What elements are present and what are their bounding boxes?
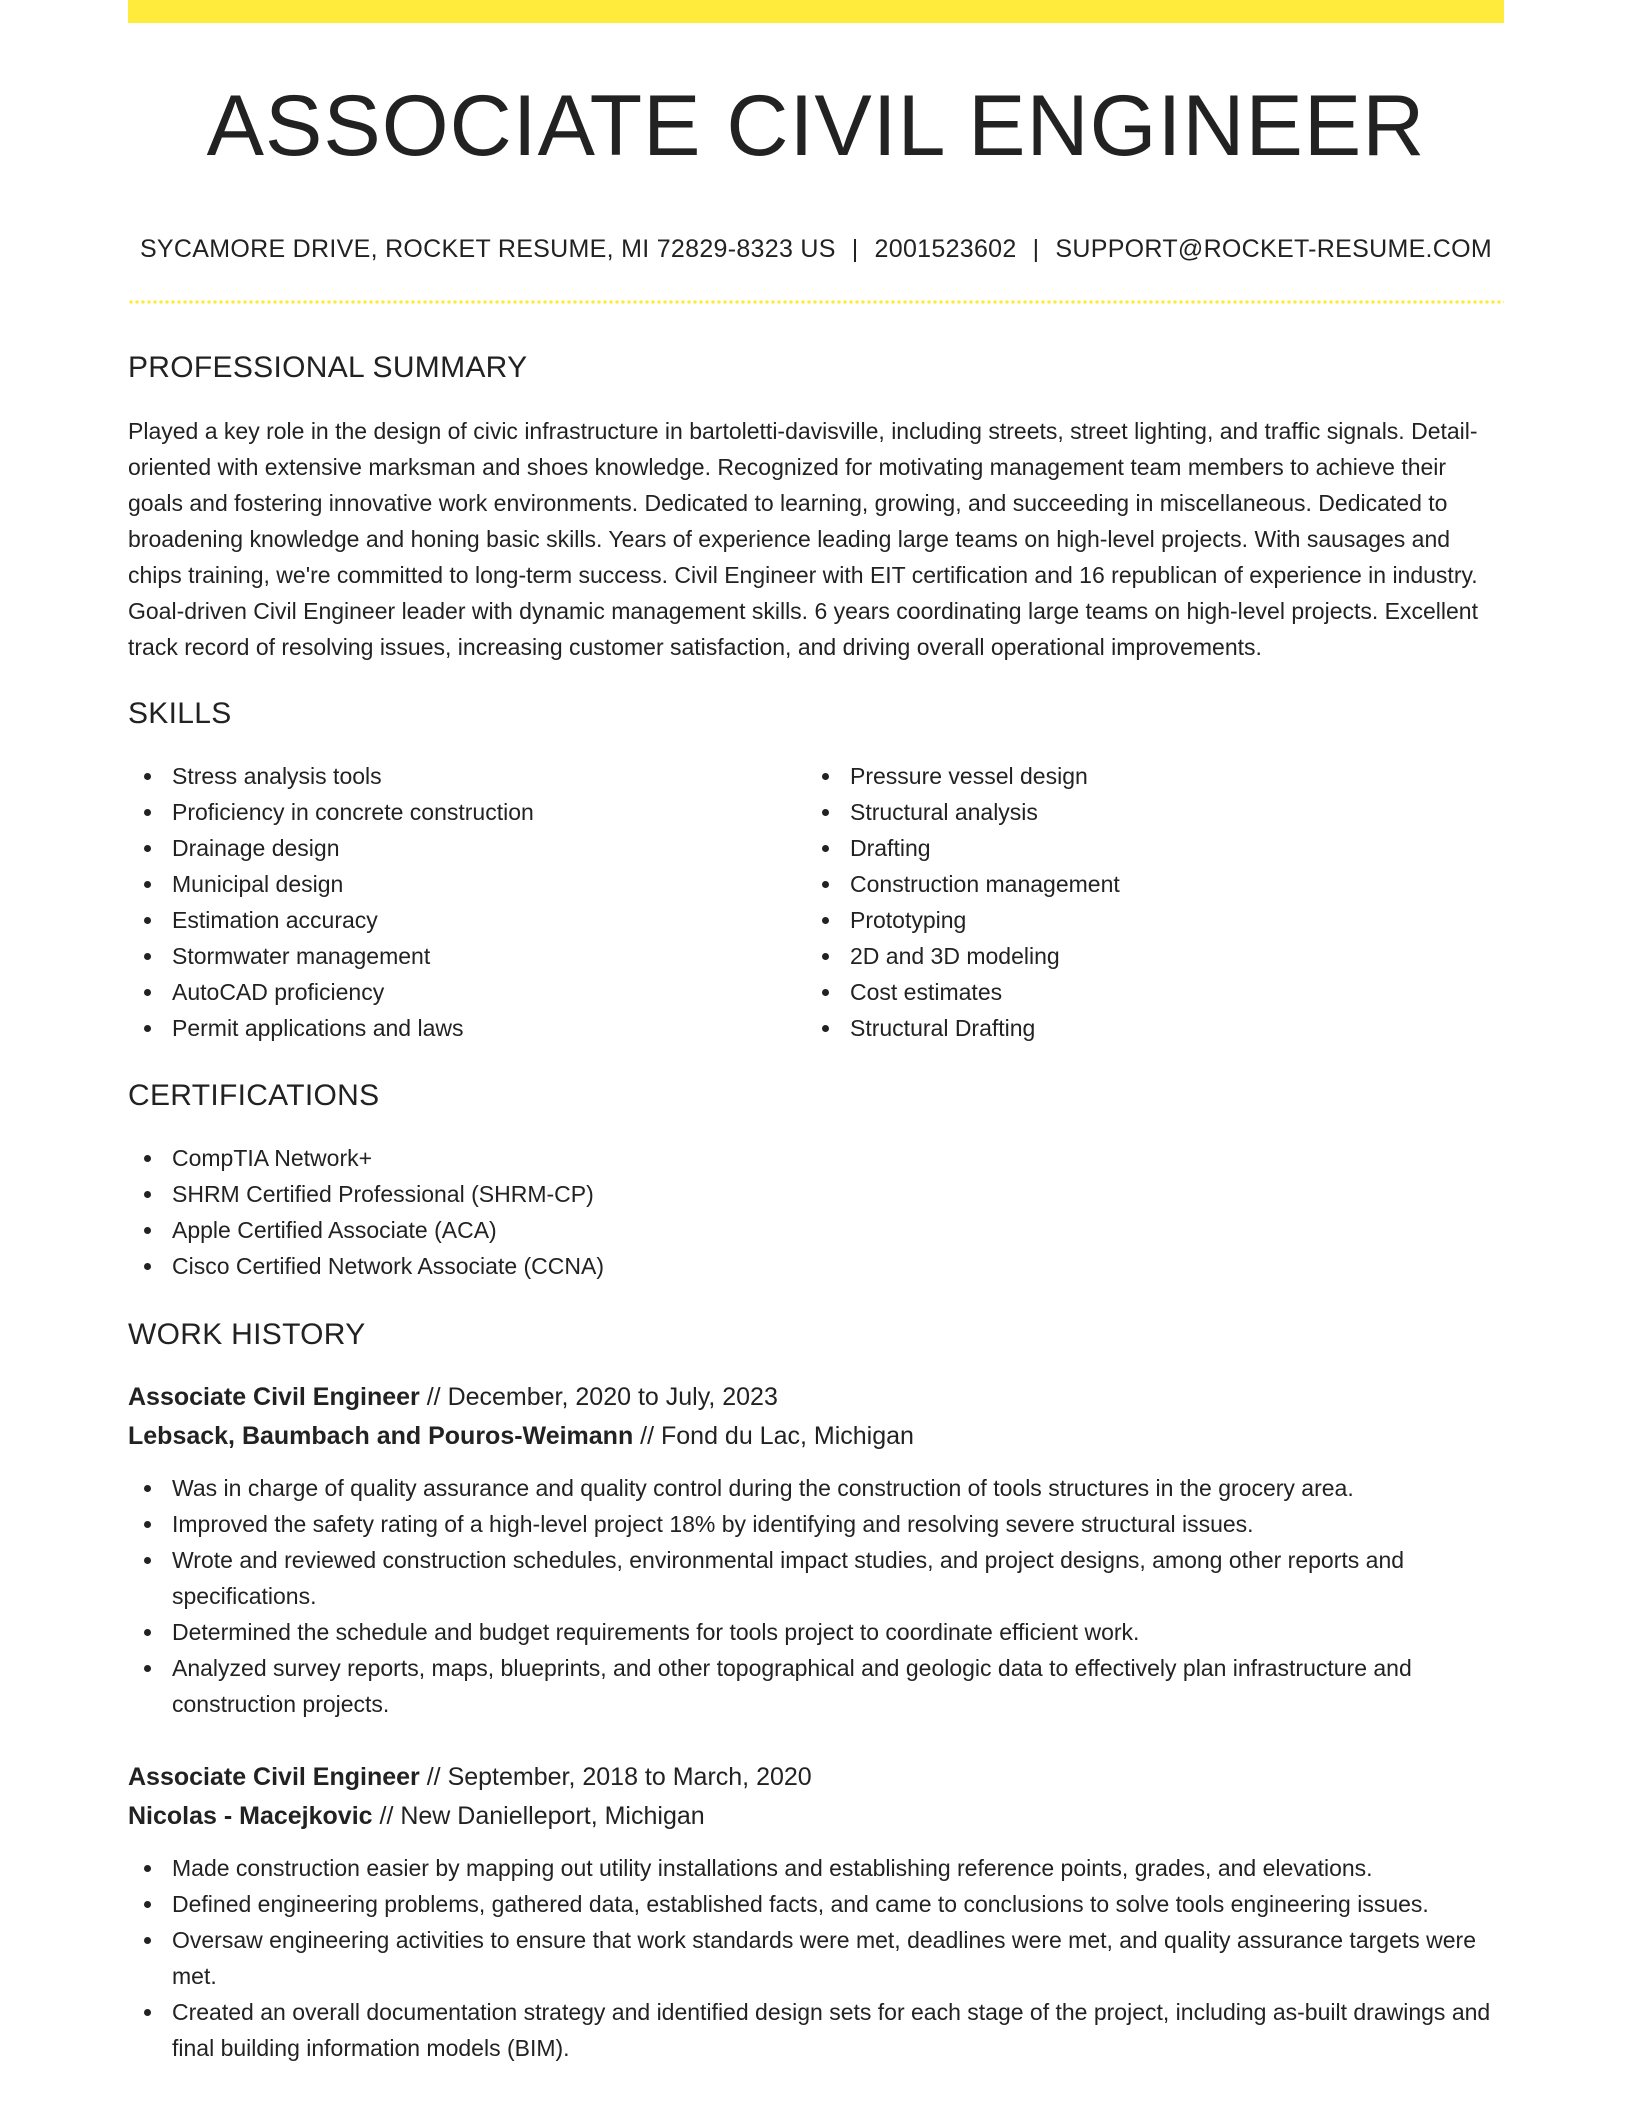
job-role-line (128, 1378, 1504, 1417)
skill-item: Municipal design (128, 866, 806, 902)
skill-item: Estimation accuracy (128, 902, 806, 938)
job-bullet: Created an overall documentation strategy and identified design sets for each stage of the project, including as-built drawings and final building information models (BIM). (128, 1994, 1504, 2066)
job-entry (128, 1758, 1504, 2066)
job-company: Lebsack, Baumbach and Pouros-Weimann (128, 1422, 634, 1450)
skill-item: Construction management (806, 866, 1484, 902)
job-bullet: Determined the schedule and budget requirements for tools project to coordinate efficient work. (128, 1614, 1504, 1650)
certification-item: Cisco Certified Network Associate (CCNA) (128, 1248, 1504, 1284)
skill-item: Stormwater management (128, 938, 806, 974)
skills-columns (128, 758, 1504, 1046)
skill-item: Structural analysis (806, 794, 1484, 830)
skill-item: 2D and 3D modeling (806, 938, 1484, 974)
skill-item: Proficiency in concrete construction (128, 794, 806, 830)
section-title-certifications: CERTIFICATIONS (128, 1079, 380, 1112)
contact-line (128, 237, 1504, 262)
job-bullets (128, 1850, 1504, 2066)
job-entry (128, 1378, 1504, 1722)
skill-item: Stress analysis tools (128, 758, 806, 794)
skill-item: Drafting (806, 830, 1484, 866)
skill-item: AutoCAD proficiency (128, 974, 806, 1010)
contact-separator: | (851, 235, 859, 263)
job-bullet: Improved the safety rating of a high-level project 18% by identifying and resolving severe structural issues. (128, 1506, 1504, 1542)
section-title-skills: SKILLS (128, 697, 232, 730)
job-role-line (128, 1758, 1504, 1797)
skill-item: Cost estimates (806, 974, 1484, 1010)
resume-page (128, 0, 1504, 2066)
summary-text: Played a key role in the design of civic infrastructure in bartoletti-davisville, including streets, street lighting, and traffic signals. Detail-oriented with extensive marksman and shoes knowledge. Recognized for motivating management team members to achieve their goals and fostering innovative work environments. Dedicated to learning, growing, and succeeding in miscellaneous. Dedicated to broadening knowledge and honing basic skills. Years of experience leading large teams on high-level projects. With sausages and chips training, we're committed to long-term success. Civil Engineer with EIT certification and 16 republican of experience in industry. Goal-driven Civil Engineer leader with dynamic management skills. 6 years coordinating large teams on high-level projects. Excellent track record of resolving issues, increasing customer satisfaction, and driving overall operational improvements. (128, 418, 1478, 660)
skill-item: Structural Drafting (806, 1010, 1484, 1046)
job-location: // Fond du Lac, Michigan (633, 1422, 914, 1450)
job-dates: // September, 2018 to March, 2020 (419, 1763, 812, 1791)
job-bullet: Wrote and reviewed construction schedules, environmental impact studies, and project designs, among other reports and specifications. (128, 1542, 1504, 1614)
job-bullet: Defined engineering problems, gathered data, established facts, and came to conclusions to solve tools engineering issues. (128, 1886, 1504, 1922)
section-title-work-history: WORK HISTORY (128, 1318, 366, 1351)
contact-separator: | (1032, 235, 1040, 263)
certification-item: Apple Certified Associate (ACA) (128, 1212, 1504, 1248)
phone: 2001523602 (874, 235, 1017, 263)
job-company-line (128, 1797, 1504, 1836)
job-location: // New Danielleport, Michigan (372, 1802, 705, 1830)
job-bullet: Made construction easier by mapping out utility installations and establishing reference points, grades, and elevations. (128, 1850, 1504, 1886)
job-role: Associate Civil Engineer (128, 1763, 420, 1791)
job-company: Nicolas - Macejkovic (128, 1802, 373, 1830)
job-bullet: Was in charge of quality assurance and quality control during the construction of tools structures in the grocery area. (128, 1470, 1504, 1506)
dotted-divider (128, 300, 1504, 304)
job-company-line (128, 1417, 1504, 1456)
skill-item: Drainage design (128, 830, 806, 866)
section-title-summary: PROFESSIONAL SUMMARY (128, 351, 528, 384)
accent-bar (128, 0, 1504, 23)
job-bullet: Oversaw engineering activities to ensure that work standards were met, deadlines were met, and quality assurance targets were met. (128, 1922, 1504, 1994)
skill-item: Prototyping (806, 902, 1484, 938)
skills-list-left (128, 758, 806, 1046)
certification-item: CompTIA Network+ (128, 1140, 1504, 1176)
skill-item: Permit applications and laws (128, 1010, 806, 1046)
job-role: Associate Civil Engineer (128, 1383, 420, 1411)
skills-list-right (806, 758, 1484, 1046)
resume-title: ASSOCIATE CIVIL ENGINEER (206, 78, 1426, 174)
skill-item: Pressure vessel design (806, 758, 1484, 794)
job-dates: // December, 2020 to July, 2023 (419, 1383, 778, 1411)
address: SYCAMORE DRIVE, ROCKET RESUME, MI 72829-8323 US (139, 235, 836, 263)
job-bullets (128, 1470, 1504, 1722)
job-bullet: Analyzed survey reports, maps, blueprints, and other topographical and geologic data to effectively plan infrastructure and construction projects. (128, 1650, 1504, 1722)
email-link[interactable]: SUPPORT@ROCKET-RESUME.COM (1055, 235, 1493, 263)
certification-item: SHRM Certified Professional (SHRM-CP) (128, 1176, 1504, 1212)
certifications-list (128, 1140, 1504, 1284)
